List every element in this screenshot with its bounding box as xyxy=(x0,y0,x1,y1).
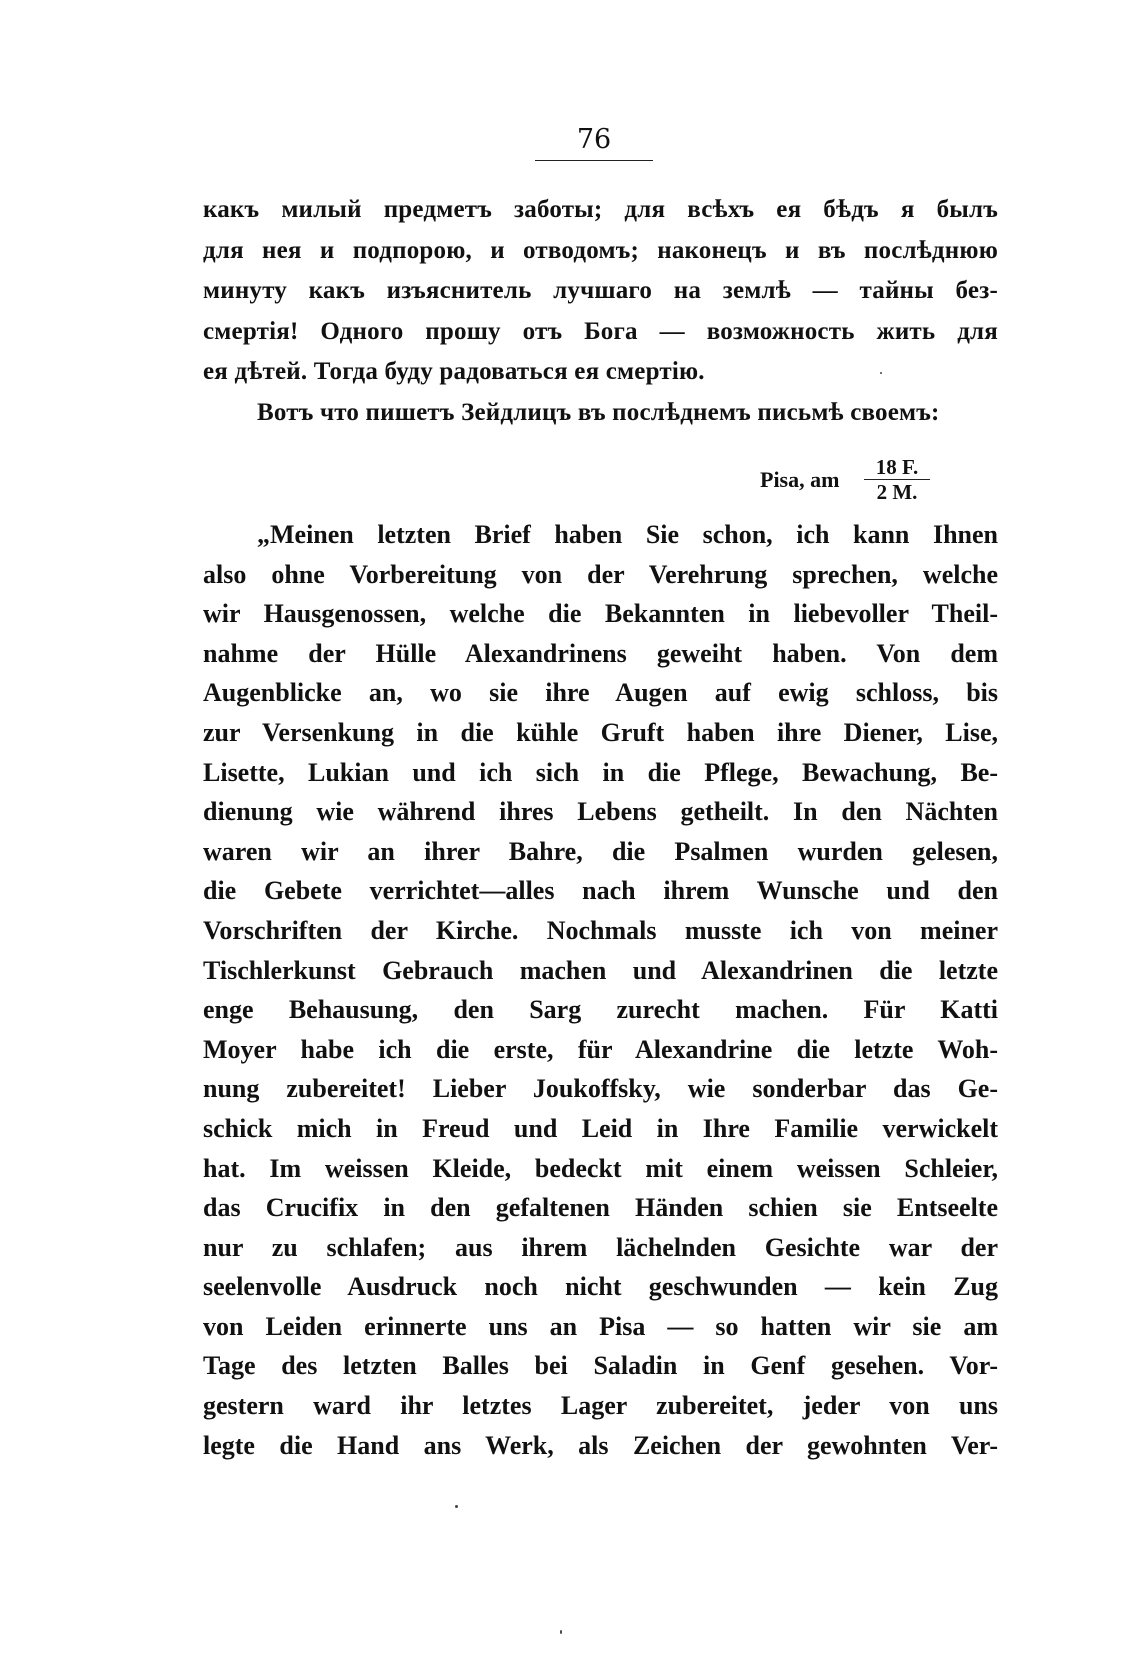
text-line: nahme der Hülle Alexandrinens geweiht haben. Von dem xyxy=(203,638,998,668)
text-line: Tischlerkunst Gebrauch machen und Alexandrinen die letzte xyxy=(203,955,998,985)
text-line: waren wir an ihrer Bahre, die Psalmen wurden gelesen, xyxy=(203,836,998,866)
dateline-place: Pisa, am xyxy=(760,467,840,492)
text-line: hat. Im weissen Kleide, bedeckt mit einem weissen Schleier, xyxy=(203,1153,998,1183)
text-line: Vorschriften der Kirche. Nochmals musste ich von meiner xyxy=(203,915,998,945)
text-line: also ohne Vorbereitung von der Verehrung sprechen, welche xyxy=(203,559,998,589)
text-line: das Crucifix in den gefaltenen Händen schien sie Entseelte xyxy=(203,1193,998,1223)
text-line: enge Behausung, den Sarg zurecht machen. Für Katti xyxy=(203,995,998,1025)
text-line: смертія! Одного прошу отъ Бога — возможность жить для xyxy=(203,317,998,345)
text-line: nur zu schlafen; aus ihrem lächelnden Gesichte war der xyxy=(203,1232,998,1262)
text-line: ея дѣтей. Тогда буду радоваться ея смертію. xyxy=(203,358,705,385)
text-line: минуту какъ изъяснитель лучшаго на землѣ — тайны без- xyxy=(203,277,998,304)
german-letter-paragraph xyxy=(203,515,998,1465)
dateline-denominator: 2 M. xyxy=(876,480,918,504)
text-line: legte die Hand ans Werk, als Zeichen der gewohnten Ver- xyxy=(203,1430,998,1460)
dateline-date-fraction xyxy=(864,455,930,504)
text-line: seelenvolle Ausdruck noch nicht geschwunden — kein Zug xyxy=(203,1272,998,1302)
intro-line: Вотъ что пишетъ Зейдлицъ въ послѣднемъ письмѣ своемъ: xyxy=(257,398,940,426)
dateline-numerator: 18 F. xyxy=(864,455,930,480)
text-line: Augenblicke an, wo sie ihre Augen auf ewig schloss, bis xyxy=(203,678,998,708)
text-line: для нея и подпорою, и отводомъ; наконецъ и въ послѣднюю xyxy=(203,236,998,264)
text-line: von Leiden erinnerte uns an Pisa — so hatten wir sie am xyxy=(203,1311,998,1341)
text-line: Moyer habe ich die erste, für Alexandrine die letzte Woh- xyxy=(203,1034,998,1064)
text-line: „Meinen letzten Brief haben Sie schon, ich kann Ihnen xyxy=(257,520,998,549)
text-line: Tage des letzten Balles bei Saladin in Genf gesehen. Vor- xyxy=(203,1351,998,1381)
page-number: 76 xyxy=(535,122,653,161)
text-line: Lisette, Lukian und ich sich in die Pflege, Bewachung, Be- xyxy=(203,757,998,787)
text-line: nung zubereitet! Lieber Joukoffsky, wie sonderbar das Ge- xyxy=(203,1074,998,1104)
text-line: gestern ward ihr letztes Lager zubereitet, jeder von uns xyxy=(203,1391,998,1421)
text-line: zur Versenkung in die kühle Gruft haben ihre Diener, Lise, xyxy=(203,717,998,747)
text-line: schick mich in Freud und Leid in Ihre Familie verwickelt xyxy=(203,1113,998,1143)
paper-speck xyxy=(560,1630,562,1634)
russian-paragraph xyxy=(203,190,998,433)
text-line: dienung wie während ihres Lebens getheilt. In den Nächten xyxy=(203,797,998,827)
text-line: wir Hausgenossen, welche die Bekannten in liebevoller Theil- xyxy=(203,599,998,629)
paper-speck xyxy=(880,372,882,374)
text-line: какъ милый предметъ заботы; для всѣхъ ея бѣдъ я былъ xyxy=(203,196,998,223)
text-line: die Gebete verrichtet—alles nach ihrem Wunsche und den xyxy=(203,876,998,906)
paper-speck xyxy=(455,1505,458,1508)
letter-dateline xyxy=(760,455,940,507)
